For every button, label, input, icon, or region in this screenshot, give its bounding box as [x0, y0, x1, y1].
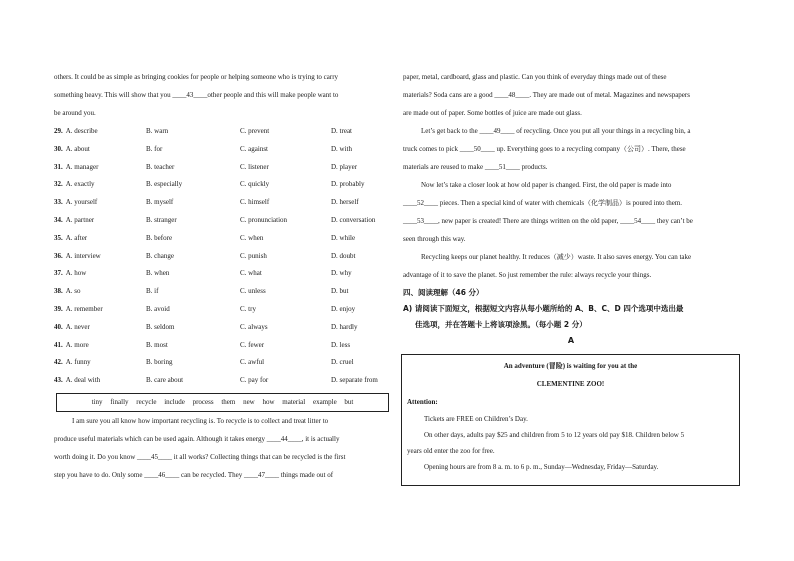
option-a: [54, 283, 81, 301]
passage-line: are made out of paper. Some bottles of juice are made out glass.: [403, 109, 582, 117]
passage-line: I am sure you all know how important recycling is. To recycle is to collect and treat litter to: [72, 417, 329, 425]
question-number: 39.: [54, 304, 63, 313]
passage-line: ____52____ pieces. Then a special kind of water with chemicals（化学制品）is poured into them.: [403, 199, 683, 207]
option-a: [54, 372, 100, 390]
option-c: C. pronunciation: [240, 215, 288, 224]
right-column: [403, 68, 739, 349]
option-d: D. conversation: [331, 215, 376, 224]
option-c: C. what: [240, 269, 262, 278]
option-a: [54, 141, 90, 159]
option-row: [54, 354, 394, 372]
option-c: C. awful: [240, 358, 265, 367]
passage-line: advantage of it to save the planet. So just remember the rule: always recycle your things.: [403, 271, 652, 279]
option-c: C. always: [240, 322, 268, 331]
notice-line: Opening hours are from 8 a. m. to 6 p. m., Sunday—Wednesday, Friday—Saturday.: [424, 463, 659, 471]
option-d: D. cruel: [331, 358, 354, 367]
intro-line-2: something heavy. This will show that you ____43____other people and this will make people want to: [54, 91, 339, 99]
question-number: 42.: [54, 358, 63, 367]
section-title: 四、阅读理解（46 分）: [403, 288, 484, 297]
option-b: B. avoid: [146, 304, 170, 313]
passage-line: Now let’s take a closer look at how old paper is changed. First, the old paper is made into: [421, 181, 672, 189]
zoo-notice-box: [401, 354, 740, 486]
notice-title-1: An adventure (冒险) is waiting for you at the: [503, 362, 638, 370]
option-b: B. teacher: [146, 162, 175, 171]
option-d: D. separate from: [331, 376, 378, 385]
option-d: D. why: [331, 269, 352, 278]
option-text: A. after: [65, 233, 88, 242]
option-b: B. care about: [146, 376, 184, 385]
passage-line: step you have to do. Only some ____46____ can be recycled. They ____47____ things made out of: [54, 471, 334, 479]
option-d: D. doubt: [331, 251, 356, 260]
passage-line: truck comes to pick ____50____ up. Everything goes to a recycling company（公司）. There, these: [403, 145, 686, 153]
notice-line: Tickets are FREE on Children’s Day.: [424, 415, 528, 423]
option-text: A. more: [65, 340, 89, 349]
option-row: [54, 141, 394, 159]
cloze-options: [54, 123, 394, 390]
notice-line: On other days, adults pay $25 and children from 5 to 12 years old pay $18. Children below 5: [424, 431, 685, 439]
question-number: 36.: [54, 251, 63, 260]
option-row: [54, 230, 394, 248]
option-b: B. myself: [146, 198, 174, 207]
option-text: A. partner: [65, 215, 95, 224]
option-d: D. herself: [331, 198, 359, 207]
question-number: 30.: [54, 144, 63, 153]
question-number: 41.: [54, 340, 63, 349]
option-text: A. describe: [65, 127, 98, 135]
option-a: [54, 123, 98, 141]
intro-line-3: be around you.: [54, 109, 96, 117]
option-row: [54, 248, 394, 266]
notice-title-2: CLEMENTINE ZOO!: [536, 380, 605, 388]
question-number: 29.: [54, 127, 63, 135]
passage-line: Let’s get back to the ____49____ of recycling. Once you put all your things in a recycling bin, a: [421, 127, 691, 135]
option-c: C. quickly: [240, 180, 270, 189]
option-row: [54, 159, 394, 177]
option-row: [54, 265, 394, 283]
passage-line: ____53____, new paper is created! There are things written on the old paper, ____54____ they can’t be: [403, 217, 693, 225]
option-c: C. listener: [240, 162, 269, 171]
option-a: [54, 265, 86, 283]
option-c: C. against: [240, 144, 268, 153]
option-d: D. enjoy: [331, 304, 356, 313]
option-a: [54, 159, 98, 177]
option-text: A. funny: [65, 358, 91, 367]
question-number: 38.: [54, 287, 63, 296]
option-text: A. remember: [65, 304, 103, 313]
option-row: [54, 176, 394, 194]
option-text: A. so: [65, 287, 81, 296]
option-row: [54, 283, 394, 301]
option-c: C. try: [240, 304, 256, 313]
question-number: 34.: [54, 215, 63, 224]
option-c: C. fewer: [240, 340, 265, 349]
option-d: D. treat: [331, 127, 352, 135]
recycling-passage: [54, 412, 394, 484]
option-c: C. himself: [240, 198, 270, 207]
left-column: [54, 68, 394, 390]
option-row: [54, 301, 394, 319]
option-d: D. hardly: [331, 322, 358, 331]
option-a: [54, 248, 101, 266]
notice-attention: Attention:: [407, 398, 438, 406]
option-text: A. manager: [65, 162, 99, 171]
option-d: D. probably: [331, 180, 365, 189]
question-number: 40.: [54, 322, 63, 331]
option-b: B. if: [146, 287, 159, 296]
option-a: [54, 337, 89, 355]
passage-line: materials are reused to make ____51____ products.: [403, 163, 548, 171]
option-a: [54, 176, 95, 194]
option-c: C. when: [240, 233, 264, 242]
option-a: [54, 319, 90, 337]
option-b: B. warn: [146, 127, 169, 135]
option-a: [54, 354, 91, 372]
option-b: B. especially: [146, 180, 183, 189]
option-d: D. player: [331, 162, 358, 171]
question-number: 31.: [54, 162, 63, 171]
option-b: B. seldom: [146, 322, 175, 331]
part-letter: A: [567, 336, 575, 345]
question-number: 32.: [54, 180, 63, 189]
option-a: [54, 230, 87, 248]
option-row: [54, 337, 394, 355]
passage-line: produce useful materials which can be used again. Although it takes energy ____44____, it is actually: [54, 435, 340, 443]
option-text: A. deal with: [65, 376, 101, 385]
option-row: [54, 123, 394, 141]
option-text: A. exactly: [65, 180, 95, 189]
passage-line: paper, metal, cardboard, glass and plastic. Can you think of everyday things made out of these: [403, 73, 667, 81]
intro-line-1: others. It could be as simple as bringing cookies for people or helping someone who is trying to carry: [54, 73, 339, 81]
option-b: B. boring: [146, 358, 173, 367]
option-c: C. punish: [240, 251, 267, 260]
notice-line: years old enter the zoo for free.: [407, 447, 495, 455]
option-b: B. before: [146, 233, 173, 242]
option-text: A. how: [65, 269, 87, 278]
option-text: A. interview: [65, 251, 101, 260]
option-b: B. stranger: [146, 215, 177, 224]
question-number: 33.: [54, 198, 63, 207]
passage-line: worth doing it. Do you know ____45____ it all works? Collecting things that can be recycled is the first: [54, 453, 346, 461]
option-b: B. for: [146, 144, 163, 153]
option-c: C. prevent: [240, 127, 270, 135]
option-a: [54, 301, 103, 319]
option-b: B. change: [146, 251, 174, 260]
option-b: B. most: [146, 340, 168, 349]
option-b: B. when: [146, 269, 170, 278]
question-number: 43.: [54, 376, 63, 385]
option-d: D. less: [331, 340, 351, 349]
option-row: [54, 194, 394, 212]
option-a: [54, 212, 94, 230]
option-text: A. never: [65, 322, 90, 331]
option-c: C. unless: [240, 287, 266, 296]
passage-line: Recycling keeps our planet healthy. It reduces（减少）waste. It also saves energy. You can take: [421, 253, 692, 261]
question-number: 37.: [54, 269, 63, 278]
option-d: D. with: [331, 144, 352, 153]
passage-line: seen through this way.: [403, 235, 466, 243]
instruction-line-1: A) 请阅读下面短文，根据短文内容从每小题所给的 A、B、C、D 四个选项中选出最: [403, 304, 684, 313]
option-row: [54, 372, 394, 390]
word-bank-box: tiny finally recycle include process them new how material example but: [56, 393, 389, 412]
instruction-line-2: 佳选项，并在答题卡上将该项涂黑。（每小题 2 分）: [415, 320, 587, 329]
option-a: [54, 194, 97, 212]
option-text: A. yourself: [65, 198, 98, 207]
option-d: D. but: [331, 287, 349, 296]
option-row: [54, 212, 394, 230]
option-c: C. pay for: [240, 376, 269, 385]
option-d: D. while: [331, 233, 356, 242]
option-row: [54, 319, 394, 337]
passage-line: materials? Soda cans are a good ____48____. They are made out of metal. Magazines and newspapers: [403, 91, 690, 99]
question-number: 35.: [54, 233, 63, 242]
option-text: A. about: [65, 144, 90, 153]
